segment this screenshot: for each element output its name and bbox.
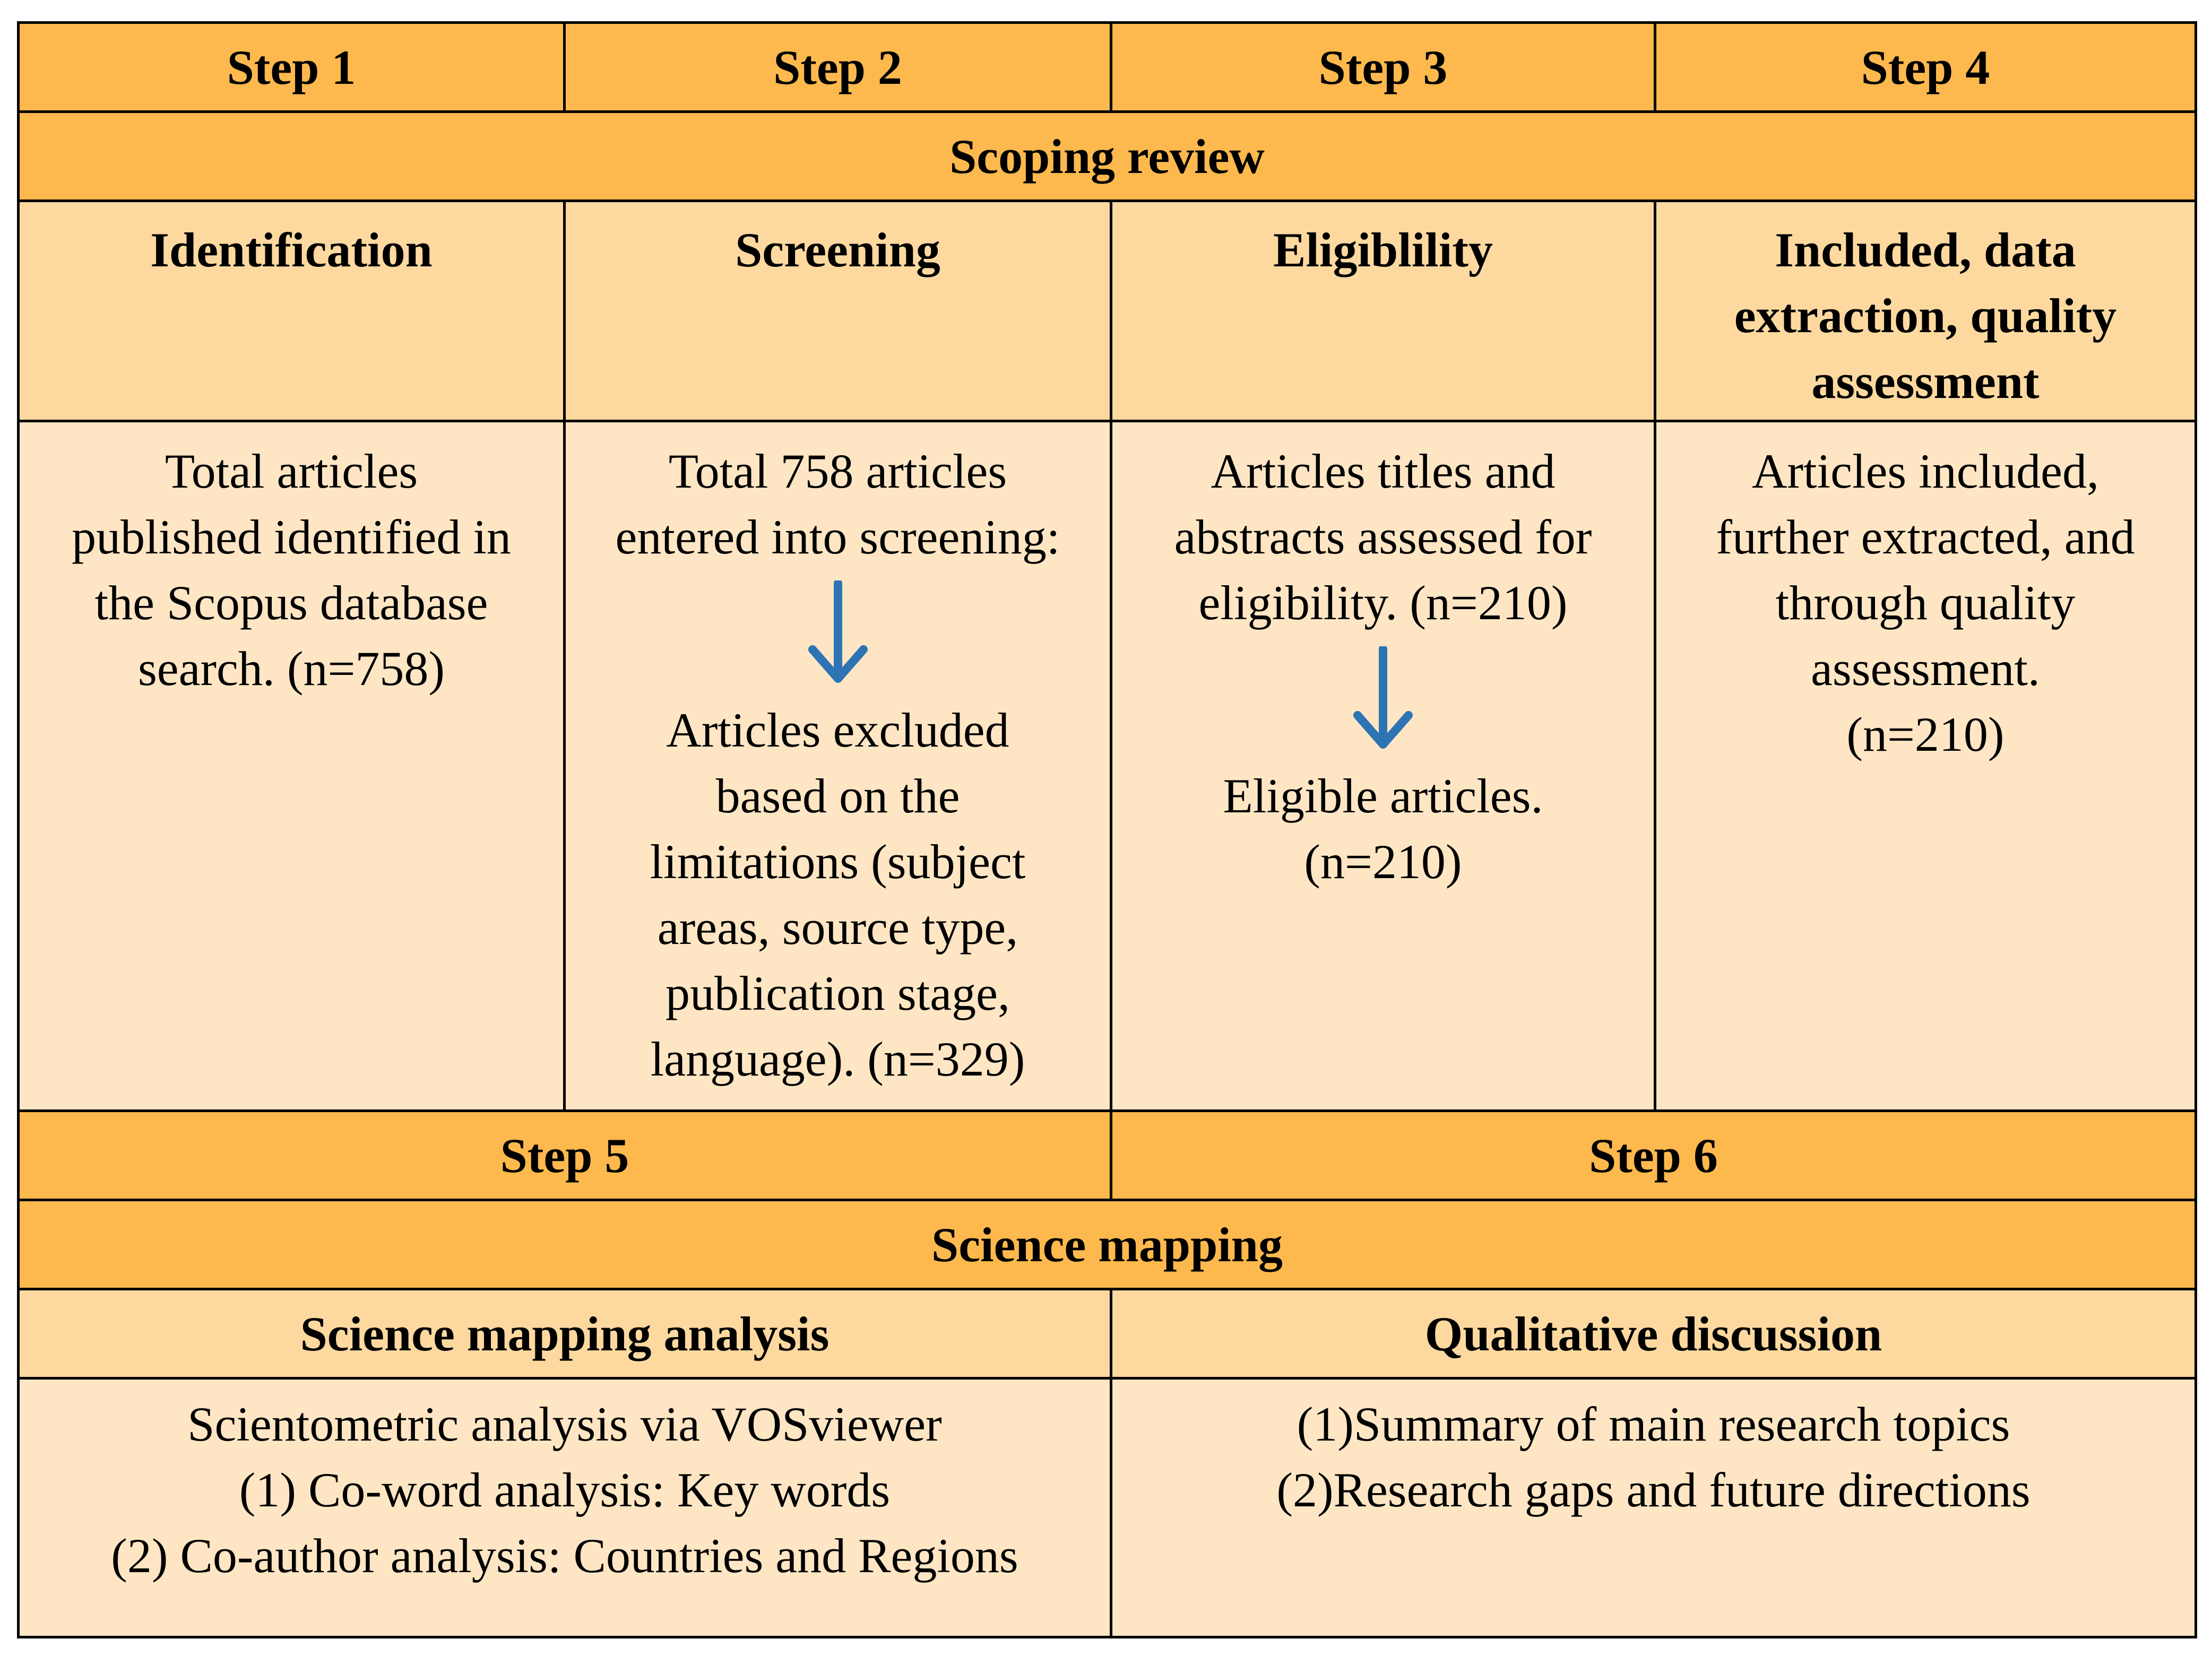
- science-analysis-body: [20, 1380, 1112, 1636]
- science-analysis-text-line: (1) Co-word analysis: Key words: [239, 1463, 891, 1517]
- included-label-line-2: extraction, quality: [1734, 289, 2117, 343]
- eligibility-text-line: Eligible articles.: [1223, 769, 1543, 823]
- screening-label: Screening: [735, 223, 940, 277]
- screening-text-line: based on the: [715, 769, 960, 823]
- step-4-header: [1656, 24, 2194, 110]
- phase-row: [20, 202, 2194, 422]
- eligibility-text-line: Articles titles and: [1211, 444, 1556, 498]
- screening-body: [566, 422, 1112, 1109]
- eligibility-text-line: (n=210): [1304, 835, 1462, 889]
- identification-text-line: the Scopus database: [94, 576, 488, 630]
- step-1-header: [20, 24, 566, 110]
- step-6-label: Step 6: [1589, 1128, 1718, 1183]
- step-1-label: Step 1: [227, 40, 356, 94]
- screening-text-line: publication stage,: [666, 966, 1010, 1020]
- eligibility-text-line: eligibility. (n=210): [1198, 576, 1568, 630]
- screening-text-line: limitations (subject: [650, 835, 1026, 889]
- eligibility-label: Eligiblility: [1273, 223, 1493, 277]
- qualitative-text-line: (1)Summary of main research topics: [1297, 1397, 2010, 1451]
- screening-text-line: Articles excluded: [666, 703, 1009, 757]
- step-4-label: Step 4: [1861, 40, 1990, 94]
- screening-text-line: language). (n=329): [650, 1032, 1025, 1086]
- identification-text-line: published identified in: [72, 510, 511, 564]
- scoping-review-title: [20, 113, 2194, 200]
- science-phase-row: [20, 1290, 2194, 1380]
- identification-text-line: search. (n=758): [137, 641, 445, 696]
- science-analysis-text-line: Scientometric analysis via VOSviewer: [187, 1397, 942, 1451]
- included-label-line-3: assessment: [1811, 354, 2040, 409]
- step-5-header: [20, 1112, 1112, 1199]
- qualitative-body: [1112, 1380, 2194, 1636]
- process-table: [17, 21, 2197, 1638]
- science-mapping-row: [20, 1201, 2194, 1290]
- step-3-header: [1112, 24, 1656, 110]
- screening-header: [566, 202, 1112, 420]
- science-analysis-text-line: (2) Co-author analysis: Countries and Regions: [111, 1529, 1018, 1583]
- identification-label: Identification: [150, 223, 433, 277]
- scoping-review-row: [20, 113, 2194, 202]
- step-2-header: [566, 24, 1112, 110]
- eligibility-header: [1112, 202, 1656, 420]
- included-text-line: (n=210): [1846, 707, 2004, 761]
- identification-body: [20, 422, 566, 1109]
- science-mapping-label: Science mapping: [931, 1217, 1283, 1272]
- down-arrow-icon: [806, 580, 870, 687]
- science-mapping-analysis-header: [20, 1290, 1112, 1377]
- step-2-label: Step 2: [773, 40, 902, 94]
- eligibility-body: [1112, 422, 1656, 1109]
- steps-top-row: [20, 24, 2194, 113]
- science-mapping-title: [20, 1201, 2194, 1288]
- step-3-label: Step 3: [1318, 40, 1448, 94]
- included-text-line: further extracted, and: [1716, 510, 2135, 564]
- down-arrow-icon: [1351, 646, 1415, 752]
- science-body-row: [20, 1380, 2194, 1636]
- screening-text-line: Total 758 articles: [668, 444, 1007, 498]
- qualitative-text-line: (2)Research gaps and future directions: [1276, 1463, 2030, 1517]
- scoping-review-label: Scoping review: [949, 129, 1265, 184]
- qualitative-discussion-header: [1112, 1290, 2194, 1377]
- steps-bottom-row: [20, 1112, 2194, 1201]
- identification-text-line: Total articles: [165, 444, 418, 498]
- included-header: [1656, 202, 2194, 420]
- eligibility-text-line: abstracts assessed for: [1174, 510, 1592, 564]
- included-body: [1656, 422, 2194, 1109]
- included-label-line-1: Included, data: [1775, 223, 2076, 277]
- included-text-line: assessment.: [1811, 641, 2040, 696]
- step-5-label: Step 5: [500, 1128, 629, 1183]
- science-mapping-analysis-label: Science mapping analysis: [300, 1306, 830, 1361]
- screening-text-line: areas, source type,: [657, 900, 1018, 955]
- identification-header: [20, 202, 566, 420]
- qualitative-discussion-label: Qualitative discussion: [1424, 1306, 1882, 1361]
- included-text-line: through quality: [1775, 576, 2076, 630]
- step-6-header: [1112, 1112, 2194, 1199]
- included-text-line: Articles included,: [1751, 444, 2099, 498]
- scoping-body-row: [20, 422, 2194, 1112]
- screening-text-line: entered into screening:: [615, 510, 1060, 564]
